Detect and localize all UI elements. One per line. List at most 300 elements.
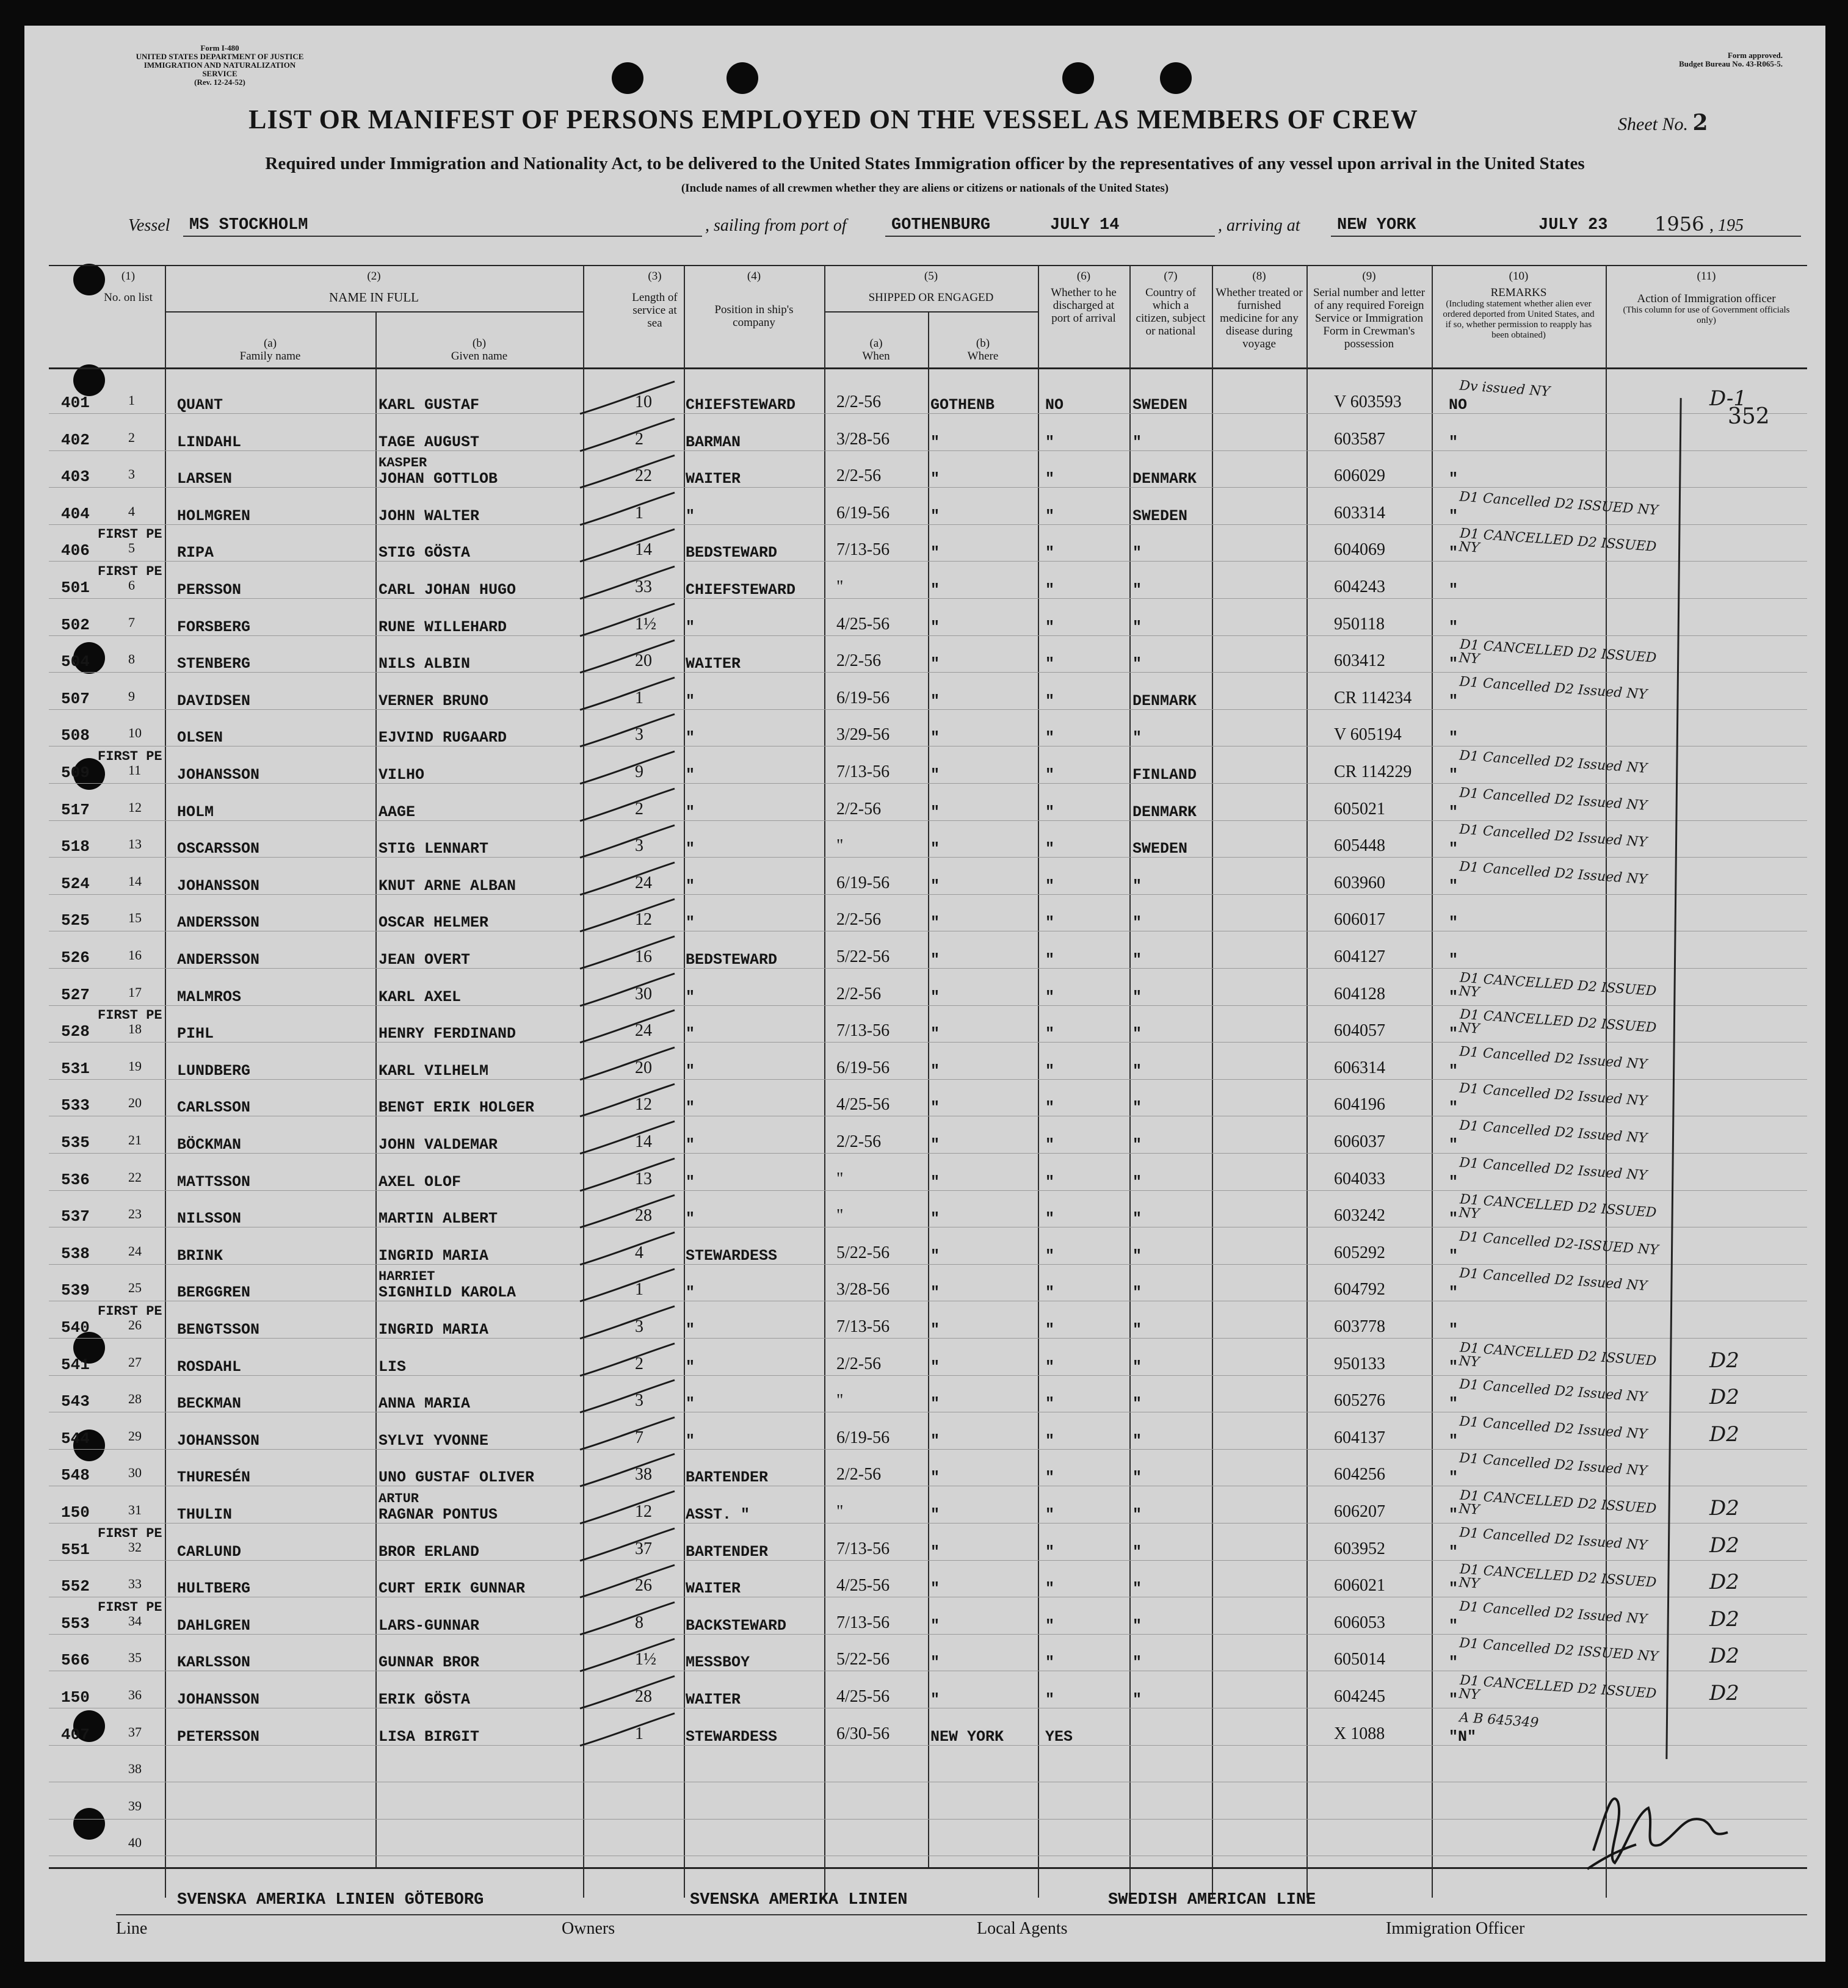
service-length: 2 — [635, 799, 643, 819]
approval-block — [1612, 51, 1783, 68]
shipped-date: 7/13-56 — [836, 1613, 890, 1632]
col2-label: NAME IN FULL — [329, 290, 419, 305]
given-name: RAGNAR PONTUS — [379, 1506, 498, 1524]
row-prefix: 538 — [61, 1244, 90, 1263]
service-length: 30 — [635, 984, 652, 1003]
family-name: CARLSSON — [177, 1099, 251, 1117]
row-number: 19 — [128, 1058, 142, 1074]
shipped-where: " — [930, 1469, 940, 1487]
given-name: KNUT ARNE ALBAN — [379, 877, 516, 895]
remarks-typed: " — [1449, 914, 1458, 932]
tally-mark — [574, 602, 678, 639]
serial-number: 606021 — [1334, 1576, 1385, 1596]
row-number: 24 — [128, 1243, 142, 1259]
family-name: THURESÉN — [177, 1469, 251, 1487]
immigration-officer-label: Immigration Officer — [1386, 1919, 1525, 1938]
shipped-date: 7/13-56 — [836, 1021, 890, 1041]
given-name: NILS ALBIN — [379, 655, 471, 673]
remarks-typed: " — [1449, 1580, 1458, 1598]
given-name: MARTIN ALBERT — [379, 1210, 498, 1228]
family-name: BRINK — [177, 1246, 223, 1265]
row-number: 5 — [128, 540, 135, 556]
tally-mark — [574, 713, 678, 750]
serial-number: 604033 — [1334, 1169, 1385, 1188]
immigration-action: D2 — [1709, 1422, 1739, 1447]
shipped-where: GOTHENB — [930, 396, 995, 414]
owners-value: SVENSKA AMERIKA LINIEN — [690, 1891, 908, 1909]
shipped-date: 6/19-56 — [836, 1428, 890, 1447]
given-name: BENGT ERIK HOLGER — [379, 1099, 535, 1117]
service-length: 20 — [635, 651, 652, 671]
shipped-date: " — [836, 577, 844, 596]
country: " — [1132, 544, 1142, 562]
service-length: 1 — [635, 1280, 643, 1299]
shipped-where: " — [930, 1210, 940, 1228]
position: WAITER — [686, 655, 741, 673]
serial-number: 604069 — [1334, 540, 1385, 560]
position: " — [686, 1284, 695, 1302]
row-prefix: 566 — [61, 1651, 90, 1670]
tally-mark — [574, 1453, 678, 1489]
immigration-action: D2 — [1709, 1644, 1739, 1669]
given-name: ERIK GÖSTA — [379, 1691, 471, 1708]
immigration-action: D2 — [1709, 1570, 1739, 1595]
service-length: 2 — [635, 1354, 643, 1373]
given-name: JEAN OVERT — [379, 951, 471, 969]
discharged: " — [1045, 507, 1055, 525]
row-prefix: 504 — [61, 652, 90, 671]
vessel-label: Vessel — [128, 216, 170, 235]
requirement-text: Required under Immigration and Nationality Act, to be delivered to the United States Immigration officer by the representatives of any vessel upon arrival in the United States — [265, 154, 1585, 173]
serial-number: 606314 — [1334, 1058, 1385, 1077]
col11-header — [1606, 270, 1807, 326]
owners-label: Owners — [562, 1919, 615, 1938]
row-prefix: 507 — [61, 689, 90, 708]
col2a-label: Family name — [239, 350, 301, 363]
discharged: " — [1045, 988, 1055, 1006]
discharged: " — [1045, 692, 1055, 710]
table-row — [24, 674, 1825, 710]
given-name: CURT ERIK GUNNAR — [379, 1580, 526, 1598]
shipped-where: " — [930, 507, 940, 525]
shipped-date: 3/28-56 — [836, 429, 890, 449]
remarks-typed: " — [1449, 1431, 1458, 1450]
given-name-line2: HARRIET — [379, 1269, 435, 1285]
remarks-typed: "N" — [1449, 1727, 1477, 1746]
table-row — [24, 748, 1825, 784]
country: " — [1132, 1616, 1142, 1635]
service-length: 14 — [635, 540, 652, 560]
shipped-where: " — [930, 766, 940, 784]
remarks-handwritten: D1 Cancelled D2 Issued NY — [1458, 674, 1648, 703]
position: " — [686, 914, 695, 932]
shipped-where: " — [930, 988, 940, 1006]
family-name: OLSEN — [177, 729, 223, 747]
discharged: " — [1045, 1025, 1055, 1043]
serial-number: 604256 — [1334, 1465, 1385, 1484]
row-prefix: 402 — [61, 430, 90, 449]
remarks-typed: " — [1449, 951, 1458, 969]
tally-mark — [574, 1379, 678, 1415]
row-number: 29 — [128, 1428, 142, 1444]
row-prefix: 407 — [61, 1725, 90, 1744]
position: ASST. " — [686, 1506, 750, 1524]
col7-label: Country of which a citizen, subject or national — [1136, 286, 1206, 338]
col8-label: Whether treated or furnished medicine for any disease during voyage — [1216, 286, 1303, 350]
shipped-where: " — [930, 1173, 940, 1191]
row-prefix: 403 — [61, 468, 90, 486]
shipped-where: " — [930, 1357, 940, 1376]
row-number: 6 — [128, 577, 135, 593]
serial-number: 605021 — [1334, 799, 1385, 819]
row-prefix: 401 — [61, 394, 90, 412]
row-number: 13 — [128, 836, 142, 852]
country: " — [1132, 951, 1142, 969]
form-id-block — [128, 44, 311, 87]
family-name: JOHANSSON — [177, 1431, 260, 1450]
shipped-where: " — [930, 544, 940, 562]
remarks-typed: " — [1449, 803, 1458, 821]
given-name: OSCAR HELMER — [379, 914, 489, 932]
row-number: 32 — [128, 1539, 142, 1555]
tally-mark — [574, 565, 678, 602]
table-row — [24, 1525, 1825, 1561]
given-name: AAGE — [379, 803, 416, 821]
departure-date: JULY 14 — [1050, 216, 1120, 234]
row-number: 26 — [128, 1317, 142, 1332]
tally-mark — [574, 824, 678, 861]
country: SWEDEN — [1132, 840, 1188, 858]
shipped-where: " — [930, 581, 940, 599]
col7-number: (7) — [1164, 270, 1178, 283]
shipped-where: " — [930, 1506, 940, 1524]
remarks-typed: " — [1449, 840, 1458, 858]
serial-number: 604245 — [1334, 1687, 1385, 1706]
table-row — [24, 489, 1825, 526]
remarks-handwritten: D1 CANCELLED D2 ISSUED NY — [1458, 1561, 1658, 1592]
remarks-typed: " — [1449, 1357, 1458, 1376]
shipped-where: " — [930, 470, 940, 488]
country: " — [1132, 655, 1142, 673]
family-name: FORSBERG — [177, 618, 251, 636]
tally-mark — [574, 528, 678, 565]
family-name: JOHANSSON — [177, 1691, 260, 1708]
table-row — [24, 933, 1825, 969]
row-prefix: 536 — [61, 1170, 90, 1189]
remarks-typed: " — [1449, 1321, 1458, 1339]
remarks-typed: " — [1449, 1099, 1458, 1117]
arrival-date: JULY 23 — [1538, 216, 1608, 234]
tally-mark — [574, 1527, 678, 1564]
service-length: 3 — [635, 836, 643, 856]
serial-number: 605448 — [1334, 836, 1385, 856]
discharged: " — [1045, 803, 1055, 821]
service-length: 7 — [635, 1428, 643, 1447]
serial-number: 606029 — [1334, 466, 1385, 486]
position: " — [686, 1321, 695, 1339]
table-row — [24, 415, 1825, 452]
given-name: SIGNHILD KAROLA — [379, 1284, 516, 1302]
tally-mark — [574, 861, 678, 898]
given-name-line2: KASPER — [379, 455, 427, 471]
table-row — [24, 970, 1825, 1007]
row-number: 21 — [128, 1132, 142, 1148]
family-name: OSCARSSON — [177, 840, 260, 858]
serial-number: 950118 — [1334, 614, 1385, 634]
table-row — [24, 1044, 1825, 1080]
country: " — [1132, 581, 1142, 599]
col4-number: (4) — [747, 270, 761, 283]
serial-number: 606207 — [1334, 1502, 1385, 1521]
tally-mark — [574, 417, 678, 454]
discharged: " — [1045, 1357, 1055, 1376]
family-name: BECKMAN — [177, 1395, 242, 1413]
col3-label: Length of service at sea — [632, 291, 678, 330]
shipped-date: 2/2-56 — [836, 651, 882, 671]
family-name: NILSSON — [177, 1210, 242, 1228]
remarks-handwritten — [1459, 454, 1660, 468]
remarks-typed: " — [1449, 1654, 1458, 1672]
family-name: BÖCKMAN — [177, 1136, 242, 1154]
shipped-where: " — [930, 618, 940, 636]
row-prefix: 524 — [61, 874, 90, 893]
row-prefix: 540 — [61, 1318, 90, 1337]
row-prefix: 525 — [61, 911, 90, 930]
country: " — [1132, 1691, 1142, 1708]
remarks-typed: " — [1449, 655, 1458, 673]
col5a-number: (a) — [869, 337, 883, 350]
service-length: 33 — [635, 577, 652, 596]
remarks-handwritten — [1459, 897, 1660, 911]
col10-sublabel: (Including statement whether alien ever ordered deported from United States, and if so, whether permission to reapply has been obtained) — [1443, 299, 1595, 340]
row-number: 3 — [128, 466, 135, 482]
col2a-header — [165, 337, 375, 363]
discharged: " — [1045, 1469, 1055, 1487]
country: " — [1132, 618, 1142, 636]
row-number: 7 — [128, 614, 135, 630]
row-prefix: 551 — [61, 1540, 90, 1559]
serial-number: 604792 — [1334, 1280, 1385, 1299]
remarks-typed: " — [1449, 692, 1458, 710]
col1-label: No. on list — [104, 291, 153, 304]
remarks-typed: NO — [1449, 396, 1468, 414]
row-number: 8 — [128, 651, 135, 667]
col5b-header — [928, 337, 1038, 363]
given-name: TAGE AUGUST — [379, 433, 480, 451]
row-prefix: 528 — [61, 1022, 90, 1041]
remarks-typed: " — [1449, 581, 1458, 599]
shipped-date: 2/2-56 — [836, 392, 882, 411]
service-length: 28 — [635, 1687, 652, 1706]
country: " — [1132, 1246, 1142, 1265]
serial-number: V 603593 — [1334, 392, 1402, 411]
row-number: 11 — [128, 762, 142, 778]
shipped-date: 6/19-56 — [836, 503, 890, 522]
tally-mark — [574, 1305, 678, 1342]
tally-mark — [574, 898, 678, 934]
col2b-number: (b) — [472, 337, 487, 350]
serial-number: 604128 — [1334, 984, 1385, 1003]
serial-number: 605276 — [1334, 1391, 1385, 1411]
row-number: 20 — [128, 1095, 142, 1111]
table-row — [24, 1746, 1825, 1783]
row-number: 28 — [128, 1391, 142, 1407]
family-name: JOHANSSON — [177, 877, 260, 895]
remarks-handwritten: D1 Cancelled D2 Issued NY — [1458, 1118, 1648, 1146]
tally-mark — [574, 1083, 678, 1119]
position: STEWARDESS — [686, 1727, 778, 1746]
tally-mark — [574, 1342, 678, 1379]
remarks-typed: " — [1449, 1210, 1458, 1228]
form-approved: Form approved. — [1727, 51, 1783, 60]
arrival-year-handwritten: 1956 — [1654, 212, 1705, 236]
row-prefix: 548 — [61, 1466, 90, 1485]
table-row — [24, 822, 1825, 858]
tally-mark — [574, 454, 678, 491]
punch-hole — [1062, 62, 1094, 94]
position: " — [686, 1431, 695, 1450]
tally-mark — [574, 1157, 678, 1194]
local-agents-value: SWEDISH AMERICAN LINE — [1108, 1891, 1316, 1909]
shipped-date: 2/2-56 — [836, 984, 882, 1003]
given-name: KARL VILHELM — [379, 1061, 489, 1080]
row-number: 10 — [128, 725, 142, 741]
shipped-where: " — [930, 1246, 940, 1265]
row-prefix: 406 — [61, 541, 90, 560]
col3-number: (3) — [648, 270, 662, 283]
col8-header — [1212, 270, 1306, 350]
country: " — [1132, 1395, 1142, 1413]
country: " — [1132, 1136, 1142, 1154]
row-prefix: 541 — [61, 1355, 90, 1374]
col5a-label: When — [862, 350, 890, 363]
shipped-date: 4/25-56 — [836, 1687, 890, 1706]
tally-mark — [574, 1601, 678, 1638]
row-prefix: 150 — [61, 1688, 90, 1707]
serial-number: 603587 — [1334, 429, 1385, 449]
discharged: " — [1045, 1542, 1055, 1561]
col2-number: (2) — [367, 270, 381, 283]
remarks-typed: " — [1449, 1284, 1458, 1302]
service-length: 1 — [635, 688, 643, 707]
family-name: BENGTSSON — [177, 1321, 260, 1339]
row-number: 30 — [128, 1465, 142, 1481]
serial-number: X 1088 — [1334, 1724, 1385, 1743]
remarks-handwritten: D1 CANCELLED D2 ISSUED NY — [1458, 970, 1658, 1000]
table-row — [24, 1450, 1825, 1487]
position: WAITER — [686, 1691, 741, 1708]
arriving-label: , arriving at — [1218, 216, 1300, 235]
remarks-typed: " — [1449, 618, 1458, 636]
shipped-date: 5/22-56 — [836, 947, 890, 966]
discharged: " — [1045, 1284, 1055, 1302]
country: " — [1132, 1099, 1142, 1117]
country: " — [1132, 433, 1142, 451]
remarks-handwritten: D1 CANCELLED D2 ISSUED NY — [1458, 526, 1658, 557]
remarks-typed: " — [1449, 470, 1458, 488]
table-row — [24, 710, 1825, 747]
shipped-date: 4/25-56 — [836, 1576, 890, 1596]
serial-number: V 605194 — [1334, 725, 1402, 745]
service-length: 20 — [635, 1058, 652, 1077]
col6-number: (6) — [1076, 270, 1091, 283]
shipped-where: " — [930, 803, 940, 821]
col6-label: Whether to he discharged at port of arrival — [1051, 286, 1117, 325]
remarks-handwritten: D1 Cancelled D2 Issued NY — [1458, 1080, 1648, 1110]
discharged: " — [1045, 1654, 1055, 1672]
table-row — [24, 1599, 1825, 1635]
family-name: LUNDBERG — [177, 1061, 251, 1080]
tally-mark — [574, 972, 678, 1009]
col5-label: SHIPPED OR ENGAGED — [868, 291, 994, 304]
position: BACKSTEWARD — [686, 1616, 787, 1635]
col2b-header — [375, 337, 583, 363]
country: " — [1132, 1061, 1142, 1080]
col4-label: Position in ship's company — [714, 303, 794, 329]
discharged: " — [1045, 1580, 1055, 1598]
remarks-handwritten: D1 Cancelled D2 Issued NY — [1458, 859, 1648, 887]
position: " — [686, 618, 695, 636]
table-row — [24, 1080, 1825, 1117]
discharged: YES — [1045, 1727, 1073, 1746]
remarks-handwritten: D1 Cancelled D2 Issued NY — [1458, 1265, 1648, 1295]
table-row — [24, 600, 1825, 637]
col10-number: (10) — [1509, 270, 1529, 283]
row-prefix: 544 — [61, 1429, 90, 1448]
shipped-where: " — [930, 951, 940, 969]
given-name: GUNNAR BROR — [379, 1654, 480, 1672]
given-name: BROR ERLAND — [379, 1542, 480, 1561]
vessel-name: MS STOCKHOLM — [189, 216, 308, 234]
shipped-date: 7/13-56 — [836, 1317, 890, 1336]
family-name: MATTSSON — [177, 1173, 251, 1191]
remarks-typed: " — [1449, 433, 1458, 451]
table-row — [24, 895, 1825, 932]
family-name: KARLSSON — [177, 1654, 251, 1672]
service-length: 26 — [635, 1576, 652, 1596]
discharged: " — [1045, 1431, 1055, 1450]
immigration-action: D2 — [1709, 1385, 1739, 1410]
table-row — [24, 1710, 1825, 1746]
tally-mark — [574, 1046, 678, 1083]
remarks-handwritten: D1 Cancelled D2 Issued NY — [1458, 1599, 1648, 1627]
service-length: 2 — [635, 429, 643, 449]
year-suffix: , 195 — [1709, 216, 1744, 235]
service-length: 16 — [635, 947, 652, 966]
shipped-where: " — [930, 655, 940, 673]
service-length: 1½ — [635, 1650, 656, 1669]
remarks-typed: " — [1449, 877, 1458, 895]
shipped-where: " — [930, 1431, 940, 1450]
col5b-number: (b) — [976, 337, 990, 350]
discharged: " — [1045, 1061, 1055, 1080]
table-row — [24, 526, 1825, 562]
table-row — [24, 1303, 1825, 1339]
remarks-handwritten: D1 Cancelled D2 Issued NY — [1458, 748, 1648, 776]
position: BARTENDER — [686, 1469, 769, 1487]
remarks-handwritten — [1459, 712, 1660, 726]
position: " — [686, 988, 695, 1006]
remarks-typed: " — [1449, 1136, 1458, 1154]
row-prefix: 501 — [61, 579, 90, 597]
family-name: BERGGREN — [177, 1284, 251, 1302]
remarks-typed: " — [1449, 544, 1458, 562]
row-number: 22 — [128, 1169, 142, 1185]
manifest-sheet — [24, 26, 1825, 1962]
departure-port: GOTHENBURG — [891, 216, 991, 234]
shipped-where: " — [930, 1616, 940, 1635]
family-name: PETERSSON — [177, 1727, 260, 1746]
